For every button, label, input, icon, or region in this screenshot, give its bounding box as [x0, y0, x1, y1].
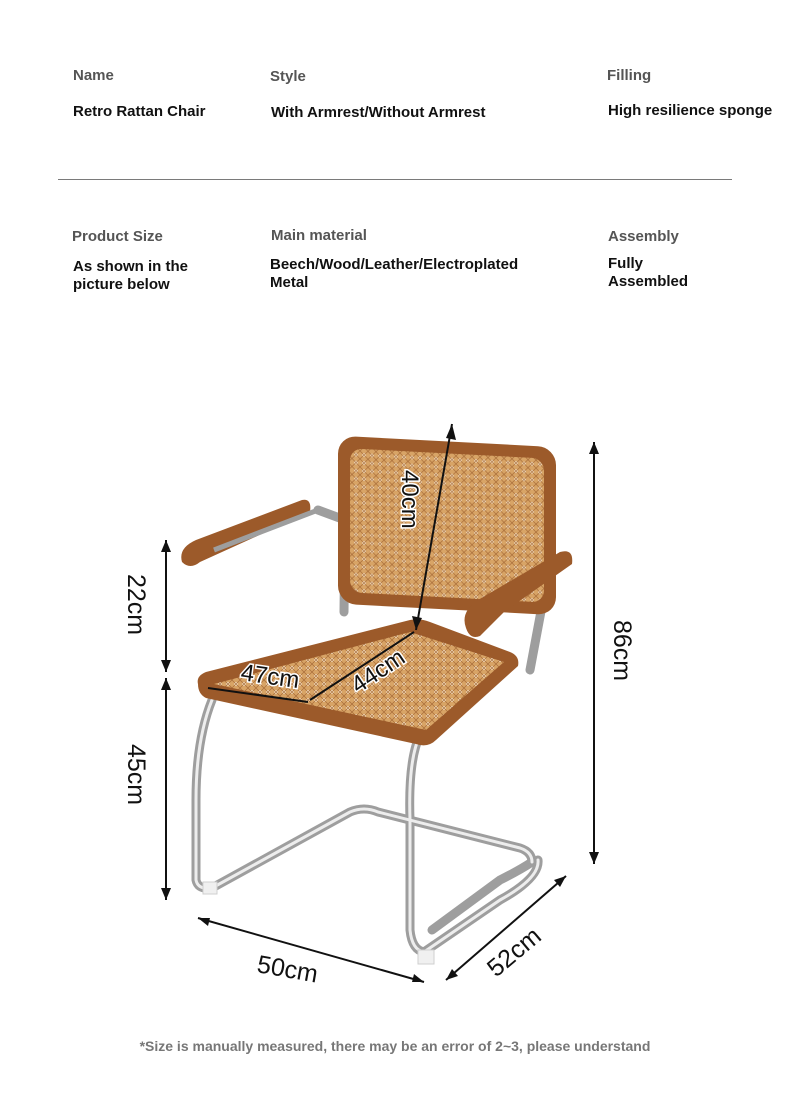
style-label: Style [270, 68, 306, 85]
main-material-value-line2: Metal [270, 274, 309, 291]
assembly-label: Assembly [608, 228, 679, 245]
assembly-value-line1: Fully [608, 255, 644, 272]
product-size-value-line2: picture below [73, 276, 170, 293]
left-armrest [181, 500, 310, 566]
name-value: Retro Rattan Chair [73, 103, 206, 120]
dim-armrest-height-label: 22cm [122, 574, 150, 636]
assembly-value-line2: Assembled [608, 273, 689, 290]
chair-image [181, 436, 572, 964]
foot-cap [418, 950, 434, 964]
product-size-label: Product Size [72, 228, 163, 245]
dim-base-depth-label: 52cm [481, 921, 547, 983]
dim-seat-depth-label: 44cm [346, 643, 411, 699]
name-label: Name [73, 67, 114, 84]
foot-cap [203, 882, 217, 894]
style-value: With Armrest/Without Armrest [271, 104, 486, 121]
filling-value: High resilience sponge [608, 102, 773, 119]
dim-backrest-label: 40cm [396, 470, 423, 529]
dim-base-width-label: 50cm [254, 950, 321, 989]
footnote: *Size is manually measured, there may be an error of 2~3, please understand [139, 1038, 651, 1054]
dim-seat-height-label: 45cm [122, 744, 150, 806]
main-material-label: Main material [271, 227, 367, 244]
dim-seat-width-label: 47cm [239, 659, 302, 695]
dim-total-height-label: 86cm [608, 620, 636, 682]
filling-label: Filling [607, 67, 652, 84]
product-size-value-line1: As shown in the [73, 258, 189, 275]
main-material-value-line1: Beech/Wood/Leather/Electroplated [270, 256, 519, 273]
